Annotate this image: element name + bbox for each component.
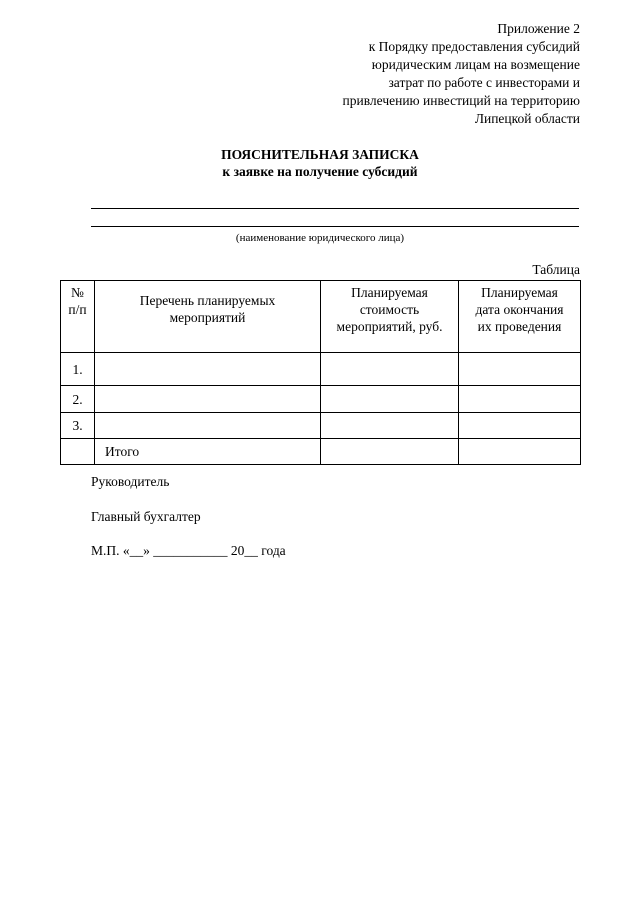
row-num: 2. <box>61 386 95 413</box>
row-date-cell <box>459 413 581 439</box>
annex-line: привлечению инвестиций на территорию <box>342 93 580 108</box>
row-date-cell <box>459 353 581 386</box>
activities-table <box>60 280 581 465</box>
annex-line: к Порядку предоставления субсидий <box>368 39 580 54</box>
row-num: 1. <box>61 353 95 386</box>
annex-line: Приложение 2 <box>497 21 580 36</box>
annex-line: затрат по работе с инвесторами и <box>388 75 580 90</box>
annex-header <box>343 20 580 128</box>
annex-line: Липецкой области <box>474 111 580 126</box>
header-activities: Перечень планируемых мероприятий <box>95 281 321 353</box>
total-num-cell <box>61 439 95 465</box>
header-cost: Планируемая стоимость мероприятий, руб. <box>321 281 459 353</box>
table-row <box>61 386 581 413</box>
title-line-2: к заявке на получение субсидий <box>222 164 418 179</box>
row-activity-cell <box>95 386 321 413</box>
stamp-date-line: М.П. «__» ___________ 20__ года <box>91 543 286 558</box>
table-label: Таблица <box>532 262 580 277</box>
annex-line: юридическим лицам на возмещение <box>371 57 580 72</box>
row-cost-cell <box>321 386 459 413</box>
row-cost-cell <box>321 353 459 386</box>
table-header-row <box>61 281 581 353</box>
entity-name-caption: (наименование юридического лица) <box>235 232 405 244</box>
entity-name-line-2 <box>91 226 579 227</box>
header-end-date: Планируемая дата окончания их проведения <box>459 281 581 353</box>
total-label: Итого <box>95 439 321 465</box>
row-date-cell <box>459 386 581 413</box>
row-num: 3. <box>61 413 95 439</box>
total-date-cell <box>459 439 581 465</box>
total-cost-cell <box>321 439 459 465</box>
entity-name-line-1 <box>91 208 579 209</box>
document-title <box>0 146 640 180</box>
table-total-row <box>61 439 581 465</box>
signature-accountant: Главный бухгалтер <box>91 509 201 524</box>
row-activity-cell <box>95 413 321 439</box>
row-cost-cell <box>321 413 459 439</box>
table-row <box>61 353 581 386</box>
row-activity-cell <box>95 353 321 386</box>
header-num: № п/п <box>61 281 95 353</box>
title-line-1: ПОЯСНИТЕЛЬНАЯ ЗАПИСКА <box>221 147 419 162</box>
table-row <box>61 413 581 439</box>
signature-head: Руководитель <box>91 474 170 489</box>
